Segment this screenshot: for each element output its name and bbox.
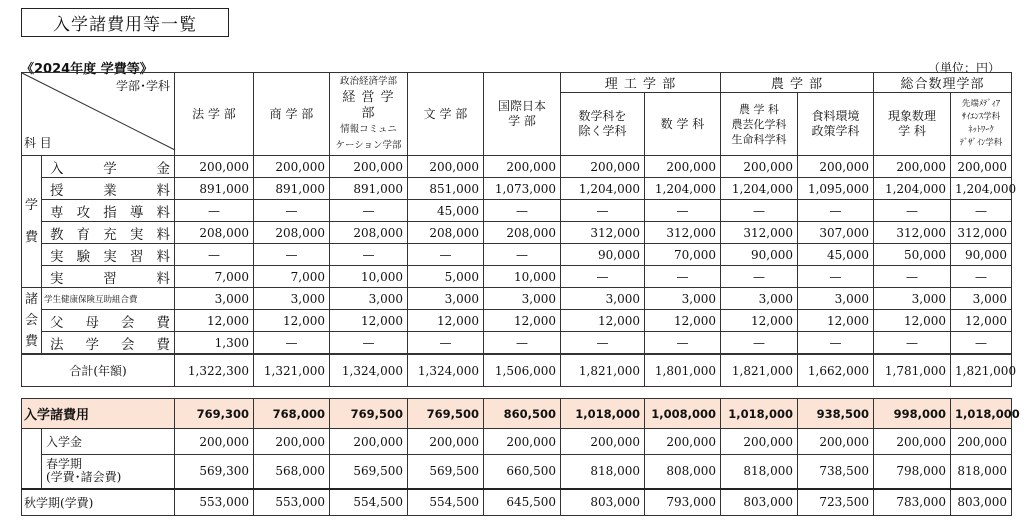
value-cell: 70,000 <box>645 244 721 266</box>
value-cell: 554,500 <box>330 489 408 516</box>
value-cell: 1,073,000 <box>484 178 561 200</box>
value-cell: 312,000 <box>561 222 645 244</box>
value-cell: — <box>561 266 645 288</box>
table-row <box>22 200 1012 222</box>
value-cell: — <box>798 266 874 288</box>
value-cell: 200,000 <box>874 156 951 178</box>
row-label: 専攻指導料 <box>42 200 175 222</box>
value-cell: — <box>254 332 330 354</box>
value-cell: 12,000 <box>408 310 484 332</box>
value-cell: — <box>951 200 1012 222</box>
value-cell: 569,500 <box>408 455 484 489</box>
value-cell: 569,500 <box>330 455 408 489</box>
value-cell: 12,000 <box>175 310 254 332</box>
value-cell: — <box>408 332 484 354</box>
value-cell: 1,821,000 <box>561 355 645 387</box>
total-table <box>21 354 1017 387</box>
value-cell: — <box>721 332 798 354</box>
value-cell: 12,000 <box>798 310 874 332</box>
value-cell: 768,000 <box>254 399 330 429</box>
col-header-agri-food: 食料環境 政策学科 <box>798 93 874 156</box>
value-cell: 200,000 <box>254 156 330 178</box>
value-cell: 7,000 <box>254 266 330 288</box>
corner-top-label: 学部･学科 <box>115 79 170 93</box>
value-cell: — <box>798 332 874 354</box>
value-cell: 1,018,000 <box>561 399 645 429</box>
value-cell: 307,000 <box>798 222 874 244</box>
col-header-politics: 政治経済学部 経 営 学 部 情報コミュニ ケーション学部 <box>330 73 408 156</box>
value-cell: 554,500 <box>408 489 484 516</box>
value-cell: 45,000 <box>408 200 484 222</box>
value-cell: 200,000 <box>721 429 798 455</box>
unit-note: （単位：円） <box>928 61 1001 75</box>
value-cell: 660,500 <box>484 455 561 489</box>
value-cell: — <box>175 200 254 222</box>
row-label: 入学金 <box>42 156 175 178</box>
value-cell: 645,500 <box>484 489 561 516</box>
value-cell: 3,000 <box>645 288 721 310</box>
entry-fees-table <box>21 398 1020 516</box>
table-row <box>22 222 1012 244</box>
value-cell: 738,500 <box>798 455 874 489</box>
col-header-math-phenom: 現象数理 学 科 <box>874 93 951 156</box>
value-cell: 12,000 <box>561 310 645 332</box>
value-cell: — <box>330 244 408 266</box>
value-cell: 1,324,000 <box>330 355 408 387</box>
value-cell: 90,000 <box>721 244 798 266</box>
value-cell: 769,500 <box>330 399 408 429</box>
value-cell: 803,000 <box>561 489 645 516</box>
value-cell: 12,000 <box>254 310 330 332</box>
value-cell: 200,000 <box>408 429 484 455</box>
value-cell: 200,000 <box>798 429 874 455</box>
group-label-gakuhi: 学費 <box>22 156 42 288</box>
value-cell: — <box>874 266 951 288</box>
value-cell: 10,000 <box>484 266 561 288</box>
table-row <box>22 156 1012 178</box>
fees-autumn-label: 秋学期(学費) <box>22 489 175 516</box>
row-label: 学生健康保険互助組合費 <box>42 288 175 310</box>
value-cell: 723,500 <box>798 489 874 516</box>
value-cell: 12,000 <box>721 310 798 332</box>
row-label: 実習料 <box>42 266 175 288</box>
value-cell: — <box>561 200 645 222</box>
table-row <box>22 288 1012 310</box>
value-cell: 312,000 <box>721 222 798 244</box>
value-cell: 3,000 <box>254 288 330 310</box>
value-cell: 208,000 <box>254 222 330 244</box>
value-cell: 200,000 <box>330 156 408 178</box>
value-cell: 1,204,000 <box>951 178 1012 200</box>
value-cell: 90,000 <box>561 244 645 266</box>
col-header-sci-nonmath: 数学科を 除く学科 <box>561 93 645 156</box>
value-cell: — <box>408 244 484 266</box>
table-row <box>22 310 1012 332</box>
value-cell: 200,000 <box>561 429 645 455</box>
value-cell: 5,000 <box>408 266 484 288</box>
value-cell: 200,000 <box>951 429 1012 455</box>
value-cell: 3,000 <box>721 288 798 310</box>
value-cell: 818,000 <box>721 455 798 489</box>
value-cell: 1,204,000 <box>721 178 798 200</box>
value-cell: 1,204,000 <box>874 178 951 200</box>
value-cell: 783,000 <box>874 489 951 516</box>
value-cell: 3,000 <box>330 288 408 310</box>
value-cell: 798,000 <box>874 455 951 489</box>
value-cell: 200,000 <box>484 429 561 455</box>
value-cell: 1,018,000 <box>951 399 1012 429</box>
value-cell: 312,000 <box>951 222 1012 244</box>
value-cell: 45,000 <box>798 244 874 266</box>
value-cell: 818,000 <box>561 455 645 489</box>
value-cell: — <box>645 200 721 222</box>
value-cell: 1,324,000 <box>408 355 484 387</box>
value-cell: 10,000 <box>330 266 408 288</box>
value-cell: 200,000 <box>951 156 1012 178</box>
value-cell: 891,000 <box>175 178 254 200</box>
value-cell: — <box>645 332 721 354</box>
value-cell: — <box>484 244 561 266</box>
value-cell: 208,000 <box>175 222 254 244</box>
row-label: 父母会費 <box>42 310 175 332</box>
value-cell: — <box>874 332 951 354</box>
col-header-law: 法 学 部 <box>175 73 254 156</box>
value-cell: — <box>721 200 798 222</box>
corner-cell <box>22 73 175 156</box>
value-cell: 1,322,300 <box>175 355 254 387</box>
row-label: 教育充実料 <box>42 222 175 244</box>
value-cell: 568,000 <box>254 455 330 489</box>
value-cell: 208,000 <box>484 222 561 244</box>
value-cell: 1,095,000 <box>798 178 874 200</box>
fee-table <box>21 72 1017 354</box>
value-cell: — <box>645 266 721 288</box>
value-cell: — <box>951 266 1012 288</box>
value-cell: 200,000 <box>798 156 874 178</box>
page-title: 入学諸費用等一覧 <box>21 8 229 37</box>
value-cell: 312,000 <box>874 222 951 244</box>
value-cell: 208,000 <box>408 222 484 244</box>
fees-sub2-label: 春学期 (学費･諸会費) <box>42 455 175 489</box>
value-cell: 200,000 <box>408 156 484 178</box>
value-cell: — <box>561 332 645 354</box>
value-cell: — <box>330 200 408 222</box>
value-cell: 200,000 <box>645 429 721 455</box>
value-cell: 1,300 <box>175 332 254 354</box>
value-cell: 7,000 <box>175 266 254 288</box>
value-cell: 312,000 <box>645 222 721 244</box>
value-cell: 553,000 <box>254 489 330 516</box>
row-label: 実験実習料 <box>42 244 175 266</box>
col-header-letters: 文 学 部 <box>408 73 484 156</box>
value-cell: 569,300 <box>175 455 254 489</box>
value-cell: 3,000 <box>874 288 951 310</box>
value-cell: 12,000 <box>645 310 721 332</box>
value-cell: 3,000 <box>561 288 645 310</box>
corner-bottom-label: 科目 <box>24 136 56 150</box>
value-cell: 851,000 <box>408 178 484 200</box>
table-row <box>22 332 1012 354</box>
value-cell: — <box>484 332 561 354</box>
value-cell: 200,000 <box>484 156 561 178</box>
value-cell: 1,662,000 <box>798 355 874 387</box>
total-label: 合計(年額) <box>22 355 175 387</box>
value-cell: 3,000 <box>408 288 484 310</box>
value-cell: 200,000 <box>254 429 330 455</box>
value-cell: 1,204,000 <box>645 178 721 200</box>
table-row <box>22 266 1012 288</box>
table-row <box>22 178 1012 200</box>
col-header-commerce: 商 学 部 <box>254 73 330 156</box>
value-cell: 12,000 <box>330 310 408 332</box>
value-cell: 1,321,000 <box>254 355 330 387</box>
value-cell: — <box>721 266 798 288</box>
fees-indent <box>22 429 42 489</box>
value-cell: — <box>951 332 1012 354</box>
entry-fees-label: 入学諸費用 <box>22 399 175 429</box>
value-cell: 793,000 <box>645 489 721 516</box>
col-header-math-media: 先端ﾒﾃﾞｨｱ ｻｲｴﾝｽ学科 ﾈｯﾄﾜｰｸ ﾃﾞｻﾞｲﾝ学科 <box>951 93 1012 156</box>
value-cell: 891,000 <box>254 178 330 200</box>
value-cell: 3,000 <box>798 288 874 310</box>
value-cell: 3,000 <box>951 288 1012 310</box>
value-cell: 200,000 <box>175 429 254 455</box>
value-cell: — <box>254 200 330 222</box>
value-cell: — <box>874 200 951 222</box>
group-header-agri: 農 学 部 <box>721 73 874 93</box>
value-cell: 808,000 <box>645 455 721 489</box>
value-cell: — <box>798 200 874 222</box>
group-label-shokai: 諸会費 <box>22 288 42 354</box>
table-row <box>22 244 1012 266</box>
value-cell: 998,000 <box>874 399 951 429</box>
value-cell: 200,000 <box>561 156 645 178</box>
value-cell: 50,000 <box>874 244 951 266</box>
value-cell: 803,000 <box>721 489 798 516</box>
value-cell: 1,506,000 <box>484 355 561 387</box>
group-header-science: 理 工 学 部 <box>561 73 721 93</box>
value-cell: 1,204,000 <box>561 178 645 200</box>
value-cell: 90,000 <box>951 244 1012 266</box>
value-cell: 1,008,000 <box>645 399 721 429</box>
value-cell: 803,000 <box>951 489 1012 516</box>
value-cell: 1,018,000 <box>721 399 798 429</box>
value-cell: 200,000 <box>330 429 408 455</box>
value-cell: 860,500 <box>484 399 561 429</box>
col-header-agri-main: 農 学 科 農芸化学科 生命科学科 <box>721 93 798 156</box>
value-cell: 769,300 <box>175 399 254 429</box>
row-label: 授業料 <box>42 178 175 200</box>
value-cell: 1,781,000 <box>874 355 951 387</box>
col-header-sci-math: 数 学 科 <box>645 93 721 156</box>
col-header-global-japan: 国際日本 学 部 <box>484 73 561 156</box>
value-cell: 1,821,000 <box>951 355 1012 387</box>
value-cell: 3,000 <box>175 288 254 310</box>
group-header-math: 総合数理学部 <box>874 73 1012 93</box>
value-cell: 12,000 <box>484 310 561 332</box>
value-cell: — <box>330 332 408 354</box>
value-cell: 891,000 <box>330 178 408 200</box>
value-cell: — <box>484 200 561 222</box>
value-cell: 12,000 <box>951 310 1012 332</box>
value-cell: 818,000 <box>951 455 1012 489</box>
value-cell: 553,000 <box>175 489 254 516</box>
section-heading: 《2024年度 学費等》 <box>21 62 153 77</box>
value-cell: 1,821,000 <box>721 355 798 387</box>
value-cell: 1,801,000 <box>645 355 721 387</box>
value-cell: 200,000 <box>721 156 798 178</box>
value-cell: — <box>175 244 254 266</box>
value-cell: 208,000 <box>330 222 408 244</box>
value-cell: 769,500 <box>408 399 484 429</box>
value-cell: — <box>254 244 330 266</box>
value-cell: 12,000 <box>874 310 951 332</box>
value-cell: 3,000 <box>484 288 561 310</box>
value-cell: 938,500 <box>798 399 874 429</box>
value-cell: 200,000 <box>175 156 254 178</box>
row-label: 法学会費 <box>42 332 175 354</box>
value-cell: 200,000 <box>645 156 721 178</box>
fees-sub1-label: 入学金 <box>42 429 175 455</box>
value-cell: 200,000 <box>874 429 951 455</box>
